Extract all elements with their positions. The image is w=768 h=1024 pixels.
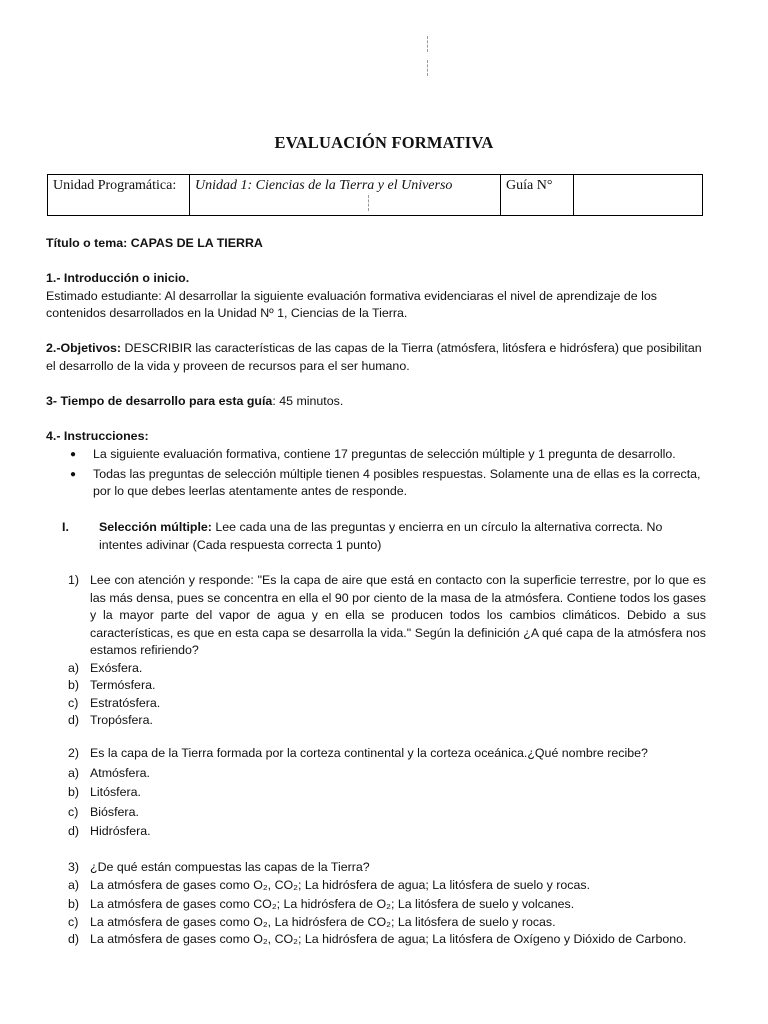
objectives-text: DESCRIBIR las características de las capas de la Tierra (atmósfera, litósfera e hidrósfera) que posibilitan el desarrollo de la vida y proveen de recursos para el ser humano. [46,341,702,373]
option-a[interactable] [46,765,706,783]
unidad-value: Unidad 1: Ciencias de la Tierra y el Universo [195,178,453,193]
question-text: Es la capa de la Tierra formada por la corteza continental y la corteza oceánica.¿Qué nombre recibe? [90,746,648,760]
option-letter: c) [68,804,79,819]
question-number: 2) [68,746,80,760]
question-stem [46,572,706,660]
unidad-label-cell: Unidad Programática: [48,175,190,216]
option-b[interactable] [46,896,706,914]
topic-label: Título o tema: [46,236,128,250]
option-text: La atmósfera de gases como CO₂; La hidrósfera de O₂; La litósfera de suelo y volcanes. [90,897,575,911]
option-letter: d) [68,824,80,838]
option-text: Tropósfera. [90,713,153,727]
section-label: Selección múltiple: [99,520,212,534]
option-text: Hidrósfera. [90,824,151,838]
option-c[interactable] [46,914,706,932]
time-section [46,393,711,411]
option-text: Exósfera. [90,660,143,675]
cell-mark [368,195,369,211]
option-d[interactable] [46,712,706,730]
option-b[interactable] [46,784,706,802]
option-letter: b) [68,678,80,692]
question-number: 1) [68,573,80,587]
option-text: Litósfera. [90,785,141,799]
objectives-section [46,340,711,375]
option-text: La atmósfera de gases como O₂, CO₂; La hidrósfera de agua; La litósfera de Oxígeno y Dióxido de Carbono. [90,932,687,946]
time-label: 3- Tiempo de desarrollo para esta guía [46,394,273,408]
question-number: 3) [68,860,80,874]
margin-mark [427,36,428,52]
question-2 [46,745,706,841]
option-letter: d) [68,713,80,727]
instructions-list [70,446,710,503]
option-letter: d) [68,932,80,946]
instructions-heading: 4.- Instrucciones: [46,429,149,443]
option-text: La atmósfera de gases como O₂, CO₂; La hidrósfera de agua; La litósfera de suelo y rocas. [90,877,591,892]
instructions-heading-line [46,428,711,446]
question-stem [46,859,706,877]
unidad-value-cell [190,175,501,216]
option-a[interactable] [46,877,706,895]
option-letter: a) [68,765,80,780]
option-a[interactable] [46,660,706,678]
margin-mark [427,60,428,76]
option-d[interactable] [46,931,706,949]
option-d[interactable] [46,823,706,841]
question-stem [46,745,706,763]
intro-heading: 1.- Introducción o inicio. [46,271,190,285]
topic-line [46,235,711,253]
topic-value: CAPAS DE LA TIERRA [130,236,263,250]
option-text: Biósfera. [90,804,139,819]
list-item: ● Todas las preguntas de selección múltiple tienen 4 posibles respuestas. Solamente una de ellas es la correcta, por lo que debes leerlas atentamente antes de responde. [70,466,710,501]
header-info-table [47,174,703,216]
option-text: La atmósfera de gases como O₂, La hidrósfera de CO₂; La litósfera de suelo y rocas. [90,914,556,929]
option-letter: c) [68,695,79,710]
option-letter: b) [68,897,80,911]
option-letter: c) [68,914,79,929]
question-text: ¿De qué están compuestas las capas de la Tierra? [90,860,370,874]
question-text: Lee con atención y responde: "Es la capa de aire que está en contacto con la superficie terrestre, por lo que es las más densa, pues se concentra en ella el 90 por ciento de la masa de la atmósfera. Contiene todos los gases y la mayor parte del vapor de agua y en ella se producen todos los cambios climáticos. Debido a sus características, es que en esta capa se desarrolla la vida." Según la definición ¿A qué capa de la atmósfera nos estamos refiriendo? [90,573,706,657]
guia-label-cell: Guía N° [501,175,574,216]
section-number: I. [62,520,69,534]
option-b[interactable] [46,677,706,695]
option-text: Termósfera. [90,678,156,692]
question-3 [46,859,706,949]
objectives-label: 2.-Objetivos: [46,341,122,355]
document-title: EVALUACIÓN FORMATIVA [274,133,494,152]
option-letter: b) [68,785,80,799]
option-text: Atmósfera. [90,765,150,780]
list-item: ● La siguiente evaluación formativa, contiene 17 preguntas de selección múltiple y 1 pregunta de desarrollo. [70,446,710,464]
option-text: Estratósfera. [90,695,161,710]
section-text: Lee cada una de las preguntas y encierra en un círculo la alternativa correcta. No intentes adivinar (Cada respuesta correcta 1 punto) [99,520,663,552]
intro-section [46,270,711,323]
time-value: : 45 minutos. [272,394,344,408]
option-c[interactable] [46,695,706,713]
intro-text: Estimado estudiante: Al desarrollar la siguiente evaluación formativa evidenciaras el nivel de aprendizaje de los contenidos desarrollados en la Unidad Nº 1, Ciencias de la Tierra. [46,288,657,320]
option-letter: a) [68,877,80,892]
option-c[interactable] [46,804,706,822]
section-instructions [99,519,707,554]
guia-value-cell[interactable] [574,175,703,216]
question-1 [46,572,706,730]
option-letter: a) [68,660,80,675]
